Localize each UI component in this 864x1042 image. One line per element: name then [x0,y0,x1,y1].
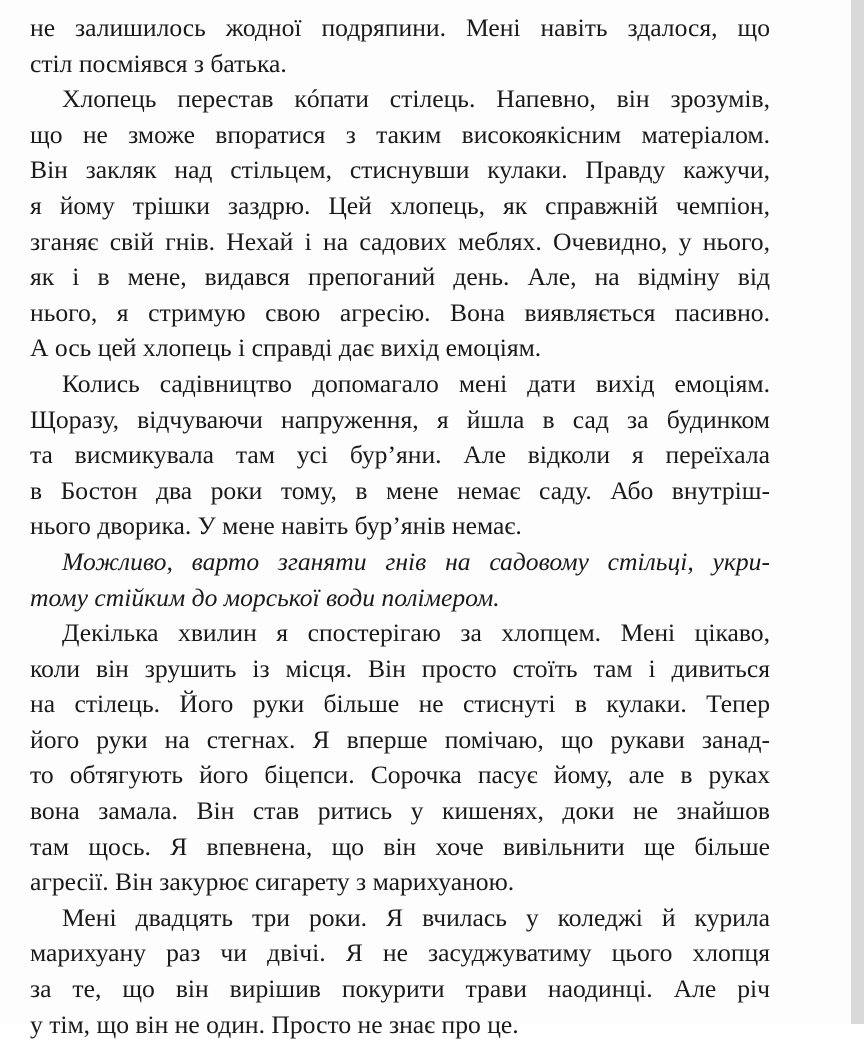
text-line: на стілець. Його руки більше не стиснуті в кулаки. Тепер [30,689,770,719]
text-line: Він закляк над стільцем, стиснувши кулаки. Правду кажучи, [30,155,770,185]
text-line: його руки на стегнах. Я вперше помічаю, що рукави занад- [30,724,770,754]
text-line: стіл посміявся з батька. [30,48,287,78]
text-line: не залишилось жодної подряпини. Мені навіть здалося, що [30,13,770,42]
text-line: та висмикувала там усі бур’яни. Але відколи я переїхала [30,440,770,470]
text-line: то обтягують його біцепси. Сорочка пасує йому, але в руках [30,760,770,790]
text-line: Можливо, варто зганяти гнів на садовому стільці, укри- [62,546,770,576]
text-line: Хлопець перестав кóпати стілець. Напевно, він зрозумів, [62,84,770,114]
page-edge-shadow [851,0,864,1024]
text-line: за те, що він вирішив покурити трави наодинці. Але річ [30,974,770,1004]
text-line: марихуану раз чи двічі. Я не засуджуватиму цього хлопця [30,938,770,968]
text-line: я йому трішки заздрю. Цей хлопець, як справжній чемпіон, [30,190,770,220]
body-text [30,10,770,1042]
text-line: там щось. Я впевнена, що він хоче вивільнити ще більше [30,831,770,861]
text-line: Декілька хвилин я спостерігаю за хлопцем. Мені цікаво, [62,618,770,648]
text-line: що не зможе впоратися з таким високоякісним матеріалом. [30,119,770,149]
text-line: вона замала. Він став ритись у кишенях, доки не знайшов [30,796,770,826]
text-line: нього, я стримую свою агресію. Вона виявляється пасивно. [30,297,770,327]
text-line: А ось цей хлопець і справді дає вихід емоціям. [30,333,542,363]
text-line: Мені двадцять три роки. Я вчилась у коледжі й курила [62,902,770,932]
text-line: як і в мене, видався препоганий день. Але, на відміну від [30,262,770,292]
text-line: у тім, що він не один. Просто не знає про це. [30,1009,519,1039]
text-line: в Бостон два роки тому, в мене немає саду. Або внутріш- [30,475,770,505]
text-line: нього дворика. У мене навіть бур’янів немає. [30,511,522,541]
text-line: агресії. Він закурює сигарету з марихуаною. [30,867,515,897]
text-line: зганяє свій гнів. Нехай і на садових меблях. Очевидно, у нього, [30,226,770,256]
text-line: Колись садівництво допомагало мені дати вихід емоціям. [62,368,770,398]
text-line: тому стійким до морської води полімером. [30,582,500,612]
text-line: Щоразу, відчуваючи напруження, я йшла в сад за будинком [30,404,770,434]
text-line: коли він зрушить із місця. Він просто стоїть там і дивиться [30,653,770,683]
